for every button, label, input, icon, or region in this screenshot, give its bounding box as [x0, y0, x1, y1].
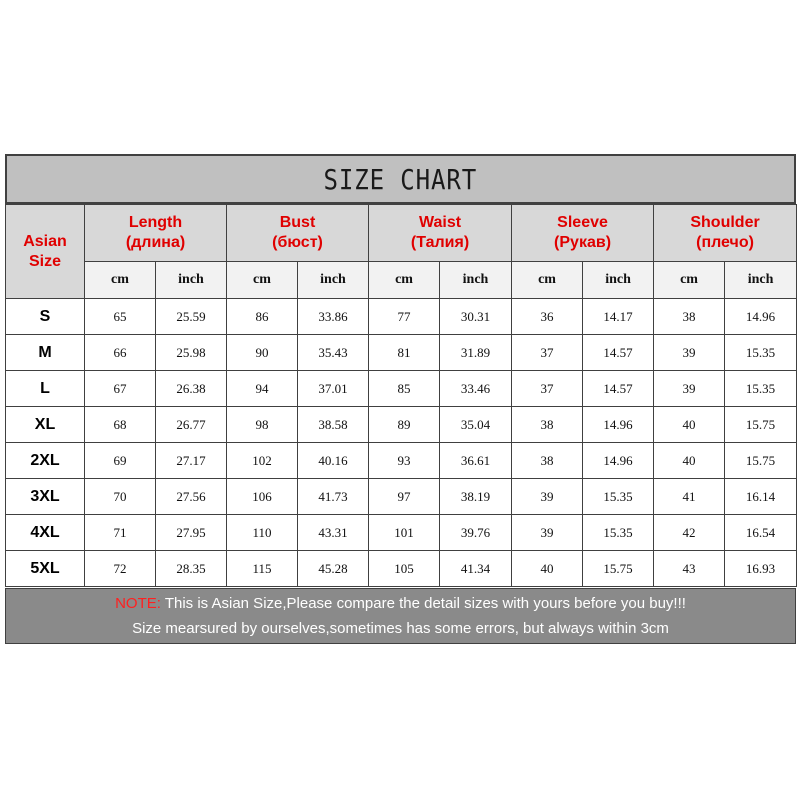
measurement-cell: 38: [512, 443, 583, 479]
measurement-cell: 35.43: [298, 335, 369, 371]
measurement-cell: 101: [369, 515, 440, 551]
measurement-cell: 25.59: [156, 299, 227, 335]
table-row: [6, 551, 797, 587]
measurement-cell: 110: [227, 515, 298, 551]
table-row: [6, 407, 797, 443]
measurement-cell: 16.54: [725, 515, 797, 551]
measurement-cell: 14.57: [583, 335, 654, 371]
measurement-cell: 72: [85, 551, 156, 587]
measurement-cell: 41.73: [298, 479, 369, 515]
measurement-cell: 15.75: [725, 443, 797, 479]
measurement-cell: 35.04: [440, 407, 512, 443]
measurement-cell: 38: [654, 299, 725, 335]
table-row: [6, 371, 797, 407]
measurement-cell: 38.19: [440, 479, 512, 515]
group-header-waist: Waist (Талия): [369, 205, 512, 262]
measurement-cell: 39.76: [440, 515, 512, 551]
measurement-cell: 42: [654, 515, 725, 551]
note-bar: [5, 588, 796, 644]
unit-header: cm: [654, 262, 725, 299]
measurement-cell: 71: [85, 515, 156, 551]
measurement-cell: 45.28: [298, 551, 369, 587]
size-chart: [5, 154, 796, 644]
group-header-length: Length (длина): [85, 205, 227, 262]
measurement-cell: 41.34: [440, 551, 512, 587]
table-row: [6, 515, 797, 551]
measurement-cell: 39: [654, 371, 725, 407]
size-column-header: Asian Size: [6, 205, 85, 299]
measurement-cell: 15.75: [725, 407, 797, 443]
measurement-cell: 15.35: [583, 479, 654, 515]
unit-header: inch: [298, 262, 369, 299]
unit-header: inch: [440, 262, 512, 299]
measurement-cell: 40: [512, 551, 583, 587]
size-label: XL: [6, 407, 85, 443]
chart-title-bar: [5, 154, 796, 204]
measurement-cell: 28.35: [156, 551, 227, 587]
unit-header: inch: [583, 262, 654, 299]
size-table: [5, 204, 797, 587]
unit-header: cm: [512, 262, 583, 299]
measurement-cell: 14.96: [583, 443, 654, 479]
measurement-cell: 97: [369, 479, 440, 515]
measurement-cell: 26.77: [156, 407, 227, 443]
measurement-cell: 15.75: [583, 551, 654, 587]
size-label: L: [6, 371, 85, 407]
measurement-cell: 85: [369, 371, 440, 407]
measurement-cell: 98: [227, 407, 298, 443]
measurement-cell: 30.31: [440, 299, 512, 335]
measurement-cell: 39: [512, 515, 583, 551]
measurement-cell: 70: [85, 479, 156, 515]
measurement-cell: 27.56: [156, 479, 227, 515]
measurement-cell: 15.35: [725, 335, 797, 371]
size-label: 4XL: [6, 515, 85, 551]
measurement-cell: 27.17: [156, 443, 227, 479]
measurement-cell: 106: [227, 479, 298, 515]
measurement-cell: 68: [85, 407, 156, 443]
measurement-cell: 15.35: [725, 371, 797, 407]
measurement-cell: 86: [227, 299, 298, 335]
header-row-groups: [6, 205, 797, 262]
measurement-cell: 36: [512, 299, 583, 335]
measurement-cell: 41: [654, 479, 725, 515]
group-header-bust: Bust (бюст): [227, 205, 369, 262]
measurement-cell: 40: [654, 443, 725, 479]
size-label: S: [6, 299, 85, 335]
measurement-cell: 31.89: [440, 335, 512, 371]
measurement-cell: 39: [512, 479, 583, 515]
measurement-cell: 38: [512, 407, 583, 443]
measurement-cell: 14.96: [583, 407, 654, 443]
group-header-shoulder: Shoulder (плечо): [654, 205, 797, 262]
measurement-cell: 14.57: [583, 371, 654, 407]
measurement-cell: 37.01: [298, 371, 369, 407]
note-line-2: Size mearsured by ourselves,sometimes has some errors, but always within 3cm: [132, 620, 669, 637]
measurement-cell: 33.86: [298, 299, 369, 335]
measurement-cell: 115: [227, 551, 298, 587]
measurement-cell: 90: [227, 335, 298, 371]
measurement-cell: 36.61: [440, 443, 512, 479]
note-line-1: [115, 591, 686, 616]
chart-title: SIZE CHART: [323, 162, 478, 196]
measurement-cell: 16.14: [725, 479, 797, 515]
measurement-cell: 66: [85, 335, 156, 371]
measurement-cell: 93: [369, 443, 440, 479]
size-table-body: [6, 299, 797, 587]
note-text: This is Asian Size,Please compare the detail sizes with yours before you buy!!!: [160, 595, 686, 612]
table-row: [6, 335, 797, 371]
measurement-cell: 67: [85, 371, 156, 407]
measurement-cell: 81: [369, 335, 440, 371]
unit-header: cm: [369, 262, 440, 299]
size-label: M: [6, 335, 85, 371]
measurement-cell: 65: [85, 299, 156, 335]
measurement-cell: 14.96: [725, 299, 797, 335]
size-label: 3XL: [6, 479, 85, 515]
measurement-cell: 14.17: [583, 299, 654, 335]
measurement-cell: 27.95: [156, 515, 227, 551]
measurement-cell: 26.38: [156, 371, 227, 407]
size-label: 5XL: [6, 551, 85, 587]
measurement-cell: 38.58: [298, 407, 369, 443]
measurement-cell: 33.46: [440, 371, 512, 407]
measurement-cell: 69: [85, 443, 156, 479]
measurement-cell: 37: [512, 335, 583, 371]
unit-header: inch: [725, 262, 797, 299]
measurement-cell: 89: [369, 407, 440, 443]
header-row-units: [6, 262, 797, 299]
table-row: [6, 443, 797, 479]
unit-header: cm: [227, 262, 298, 299]
measurement-cell: 40.16: [298, 443, 369, 479]
measurement-cell: 37: [512, 371, 583, 407]
measurement-cell: 102: [227, 443, 298, 479]
size-label: 2XL: [6, 443, 85, 479]
measurement-cell: 94: [227, 371, 298, 407]
measurement-cell: 40: [654, 407, 725, 443]
unit-header: cm: [85, 262, 156, 299]
table-row: [6, 479, 797, 515]
measurement-cell: 15.35: [583, 515, 654, 551]
measurement-cell: 39: [654, 335, 725, 371]
table-row: [6, 299, 797, 335]
unit-header: inch: [156, 262, 227, 299]
measurement-cell: 77: [369, 299, 440, 335]
measurement-cell: 43: [654, 551, 725, 587]
measurement-cell: 16.93: [725, 551, 797, 587]
measurement-cell: 43.31: [298, 515, 369, 551]
note-label: NOTE:: [115, 595, 161, 612]
measurement-cell: 25.98: [156, 335, 227, 371]
group-header-sleeve: Sleeve (Рукав): [512, 205, 654, 262]
measurement-cell: 105: [369, 551, 440, 587]
